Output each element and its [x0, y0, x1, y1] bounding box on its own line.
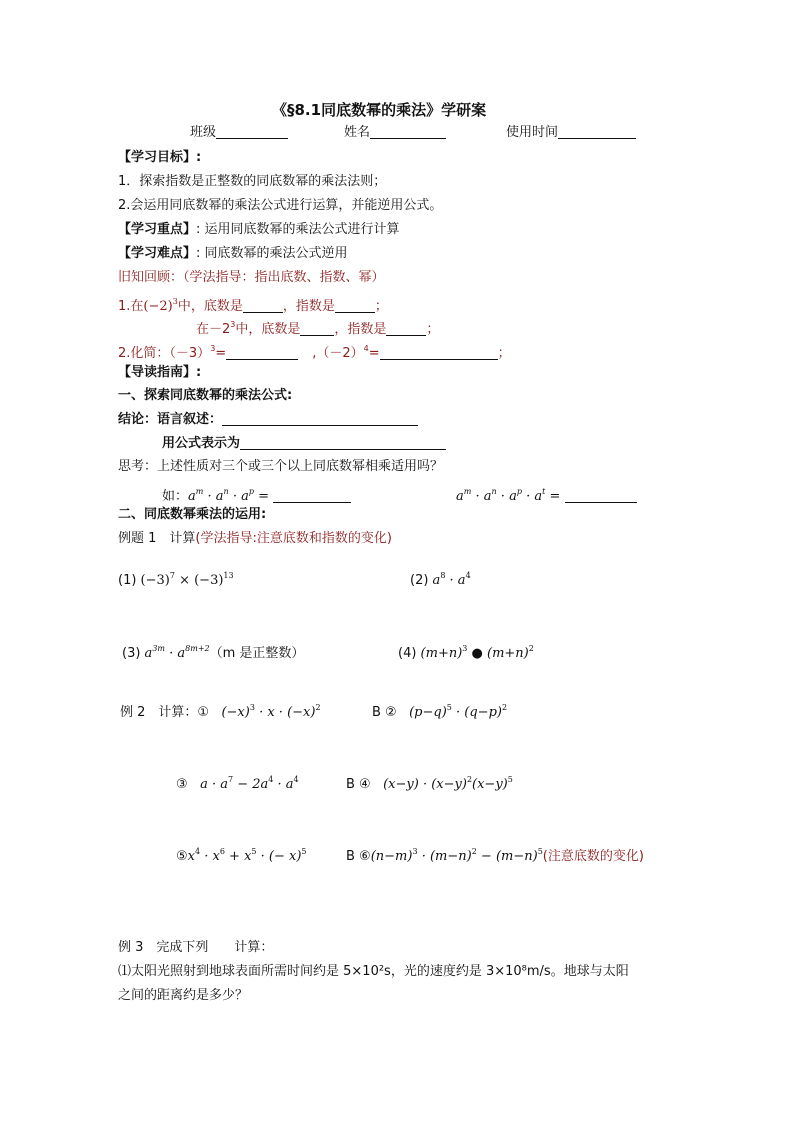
ex1-q3-note: （m 是正整数） [209, 646, 305, 661]
formula-label: 用公式表示为 [162, 436, 241, 451]
ex1-line [118, 530, 392, 548]
q2b-blank[interactable] [380, 345, 498, 360]
time-field [506, 124, 636, 142]
formula-blank[interactable] [240, 435, 446, 450]
ex2-q4: B ④ $(x-y) \cdot (x-y)^2(x-y)^5$ [346, 775, 513, 792]
key-point-heading: 【学习重点】 [118, 222, 197, 237]
q1b-exp-blank[interactable] [386, 321, 426, 336]
example-1-blank[interactable] [273, 488, 351, 503]
review-q1a-exp: ，指数是 [282, 299, 335, 314]
ex3-text-2: 之间的距离约是多少？ [118, 988, 249, 1003]
goal-item-2: 2.会运用同底数幂的乘法公式进行运算，并能逆用公式。 [118, 198, 443, 213]
review-q2: 2.化简：$(-3)^3= ,(-2)^4=$ ； [118, 344, 511, 361]
page-title: 《§8.1同底数幂的乘法》学研案 [272, 101, 487, 119]
q1b-base-blank[interactable] [300, 321, 334, 336]
example-label: 如： [162, 489, 189, 504]
think-question: 思考：上述性质对三个或三个以上同底数幂相乘适用吗？ [118, 459, 444, 474]
ex1-q3: (3) $a^{3m} \cdot a^{8m+2}(m$ 是正整数） [122, 644, 305, 661]
example-2-blank[interactable] [565, 488, 637, 503]
class-label: 班级 [190, 125, 217, 140]
review-q1b-mid: 中，底数是 [235, 322, 301, 337]
name-label: 姓名 [344, 125, 371, 140]
conclusion [118, 411, 418, 429]
q2a-blank[interactable] [226, 345, 298, 360]
think-example-2 [456, 483, 637, 506]
name-field [344, 124, 446, 142]
review-q1a-expr: $(-2)^3$ [143, 297, 178, 314]
review-q2-b: （－2） [316, 346, 364, 361]
key-point-text: : 运用同底数幂的乘法公式进行计算 [196, 222, 400, 237]
ex1-hint: (学法指导:注意底数和指数的变化) [195, 531, 392, 546]
ex2-line: 例 2 计算：① $(-x)^3 \cdot x \cdot (-x)^2$ [120, 703, 321, 720]
goals-heading: 【学习目标】: [118, 150, 202, 165]
ex2-label: 例 2 计算： [120, 705, 198, 720]
ex1-q4: (4) $(m+n)^3$ ● $(m+n)^2$ [398, 644, 534, 661]
review-q2-a: （－3） [169, 346, 211, 361]
example-expr-1: $a^m \cdot a^n \cdot a^p$ = [188, 487, 274, 504]
section2-heading: 二、同底数幂乘法的运用: [118, 507, 267, 522]
name-blank[interactable] [370, 124, 446, 139]
review-q1b: 在$-2^3$中，底数是 ，指数是 ； [196, 320, 440, 337]
difficulty-heading: 【学习难点】 [118, 246, 197, 261]
ex3-text-1: ⑴太阳光照射到地球表面所需时间约是 5×10²s，光的速度约是 3×10⁸m/s。地球与太阳 [118, 964, 629, 979]
think-example-1 [162, 483, 351, 506]
review-q1b-pre: 在－2 [196, 322, 231, 337]
ex1-q1: (1) $(-3)^7 \times (-3)^{13}$ [118, 571, 234, 588]
ex3-label: 例 3 完成下列 计算： [118, 940, 274, 955]
review-q2-pre: 2.化简： [118, 346, 170, 361]
review-title: 旧知回顾：（学法指导：指出底数、指数、幂） [118, 270, 385, 285]
class-field [190, 124, 288, 142]
time-label: 使用时间 [506, 125, 559, 140]
section1-heading: 一、探索同底数幂的乘法公式: [118, 388, 293, 403]
ex1-label: 例题 1 计算 [118, 531, 196, 546]
difficulty [118, 245, 348, 263]
q1a-exp-blank[interactable] [335, 298, 375, 313]
ex2-q2: B ② $(p-q)^5 \cdot (q-p)^2$ [372, 703, 508, 720]
conclusion-blank[interactable] [222, 411, 418, 426]
review-q1a-mid: 中，底数是 [177, 299, 243, 314]
review-q1b-exp: ，指数是 [334, 322, 387, 337]
review-q1a: 1.在$(-2)^3$中，底数是 ，指数是 ； [118, 297, 388, 314]
class-blank[interactable] [216, 124, 288, 139]
guide-heading: 【导读指南】: [118, 365, 202, 380]
difficulty-text: : 同底数幂的乘法公式逆用 [196, 246, 348, 261]
goal-item-1: 1．探索指数是正整数的同底数幂的乘法法则； [118, 174, 387, 189]
ex2-q3: ③ $a \cdot a^7 - 2a^4 \cdot a^4$ [176, 775, 299, 792]
ex2-q6: B $⑥(n-m)^3 \cdot (m-n)^2 - (m-n)^5$(注意底数的变化) [346, 847, 644, 864]
q1a-base-blank[interactable] [243, 298, 283, 313]
review-q1a-pre: 1.在 [118, 299, 144, 314]
formula [162, 435, 446, 453]
key-point [118, 221, 400, 239]
conclusion-label: 结论：语言叙述： [118, 412, 223, 427]
ex2-hint: (注意底数的变化) [542, 849, 644, 864]
ex1-q2: (2) $a^8 \cdot a^4$ [410, 571, 471, 588]
time-blank[interactable] [558, 124, 636, 139]
example-expr-2: $a^m \cdot a^n \cdot a^p \cdot a^t$ = [456, 487, 565, 504]
ex2-q5: $⑤x^4 \cdot x^6 + x^5$ · (− x)$^5$ [176, 847, 307, 864]
